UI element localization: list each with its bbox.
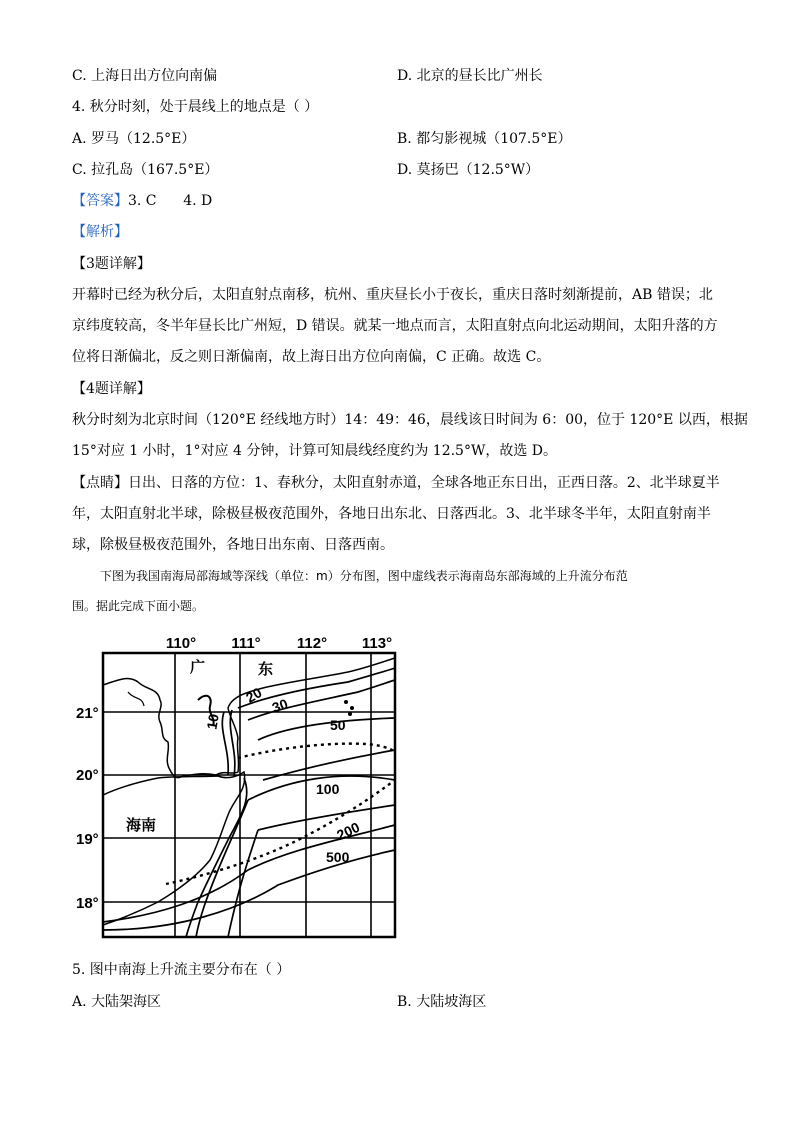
q4-option-c: C. 拉孔岛（167.5°E） [72,162,219,178]
q5-option-a: A. 大陆架海区 [72,994,162,1010]
detail4-line-1: 秋分时刻为北京时间（120°E 经线地方时）14：49：46，晨线该日时间为 6：00，位于 120°E 以西，根据 [72,412,748,428]
tip-label: 【点睛】 [72,475,128,491]
region-hainan: 海南 [126,816,157,834]
tip-line-1 [72,473,720,493]
tip-line-3: 球，除极昼极夜范围外，各地日出东南、日落西南。 [72,537,394,553]
depth-label-200: 200 [334,818,363,844]
detail4-line-2: 15°对应 1 小时，1°对应 4 分钟，计算可知晨线经度约为 12.5°W，故选 D。 [72,443,558,459]
detail3-heading: 【3题详解】 [72,256,151,272]
region-guangdong-2: 东 [258,660,274,678]
q5-stem: 5. 图中南海上升流主要分布在（ ） [72,962,291,978]
depth-label-30: 30 [269,695,290,716]
detail3-line-3: 位将日渐偏北，反之则日渐偏南，故上海日出方位向南偏，C 正确。故选 C。 [72,349,551,365]
upwelling-boundary [166,744,395,884]
q5-option-b: B. 大陆坡海区 [397,994,487,1010]
analysis-label: 【解析】 [72,224,128,240]
lon-label-113: 113° [361,635,393,652]
lat-label-19: 19° [76,831,99,848]
intro-line-1: 下图为我国南海局部海域等深线（单位：m）分布图，图中虚线表示海南岛东部海域的上升流分布范 [100,569,628,583]
answer-line [72,191,212,211]
q3-option-d: D. 北京的昼长比广州长 [397,68,543,84]
q3-option-c: C. 上海日出方位向南偏 [72,68,218,84]
detail3-line-1: 开幕时已经为秋分后，太阳直射点南移，杭州、重庆昼长小于夜长，重庆日落时刻渐提前，AB 错误；北 [72,287,713,303]
q4-stem: 4. 秋分时刻，处于晨线上的地点是（ ） [72,99,319,115]
lon-label-110: 110° [165,635,197,652]
q4-option-a: A. 罗马（12.5°E） [72,131,196,147]
guangdong-coastline [103,658,395,778]
tip-text-1: 日出、日落的方位：1、春秋分，太阳直射赤道，全球各地正东日出，正西日落。2、北半球夏半 [128,475,720,491]
detail3-line-2: 京纬度较高，冬半年昼长比广州短，D 错误。就某一地点而言，太阳直射点向北运动期间，太阳升落的方 [72,318,718,334]
tip-line-2: 年，太阳直射北半球，除极昼极夜范围外，各地日出东北、日落西北。3、北半球冬半年，太阳直射南半 [72,506,711,522]
lon-label-112: 112° [296,635,328,652]
depth-label-50: 50 [330,717,346,733]
lat-label-20: 20° [76,767,99,784]
depth-label-10: 10 [203,712,222,731]
lat-label-21: 21° [76,705,99,722]
answer-label: 【答案】 [72,193,128,209]
answer-value: 3. C 4. D [128,193,213,209]
intro-line-2: 围。据此完成下面小题。 [72,599,205,613]
q4-option-d: D. 莫扬巴（12.5°W） [397,162,540,178]
upwelling-dots [344,700,354,716]
q4-option-b: B. 都匀影视城（107.5°E） [397,131,572,147]
lat-label-18: 18° [76,895,99,912]
depth-label-100: 100 [316,781,340,797]
depth-label-500: 500 [326,849,350,865]
depth-label-20: 20 [243,684,265,706]
region-guangdong-1: 广 [190,658,206,676]
detail4-heading: 【4题详解】 [72,381,151,397]
south-china-sea-depth-map [76,630,402,942]
lon-label-111: 111° [231,635,261,652]
